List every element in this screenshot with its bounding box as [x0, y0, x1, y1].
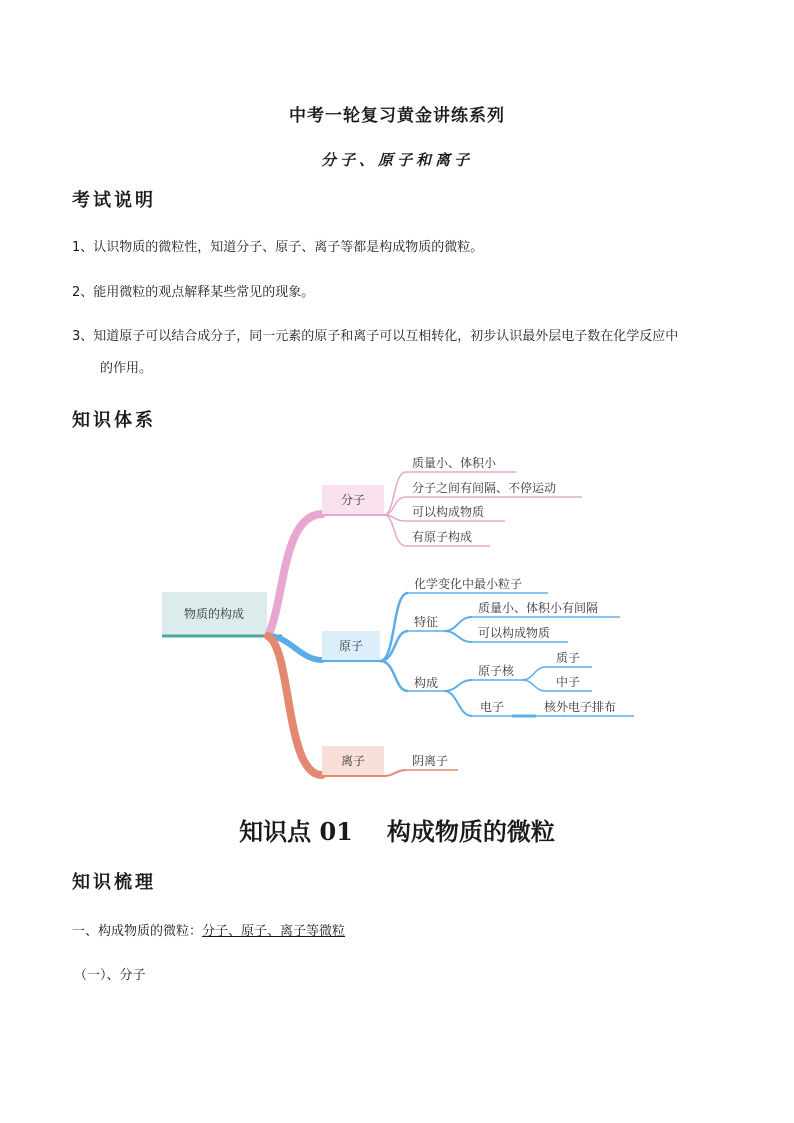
knowledge-point-name: 构成物质的微粒 — [386, 817, 555, 846]
root-node-label: 物质的构成 — [183, 607, 245, 621]
exam-item-3: 3、知道原子可以结合成分子，同一元素的原子和离子可以互相转化，初步认识最外层电子数在化学反应中 — [72, 329, 679, 344]
molecule-node-label: 分子 — [340, 493, 366, 507]
knowledge-point-title — [0, 812, 794, 847]
atom-smallest-particle: 化学变化中最小粒子 — [414, 577, 523, 591]
molecule-child-4: 有原子构成 — [412, 530, 473, 544]
review-line-1-prefix: 一、构成物质的微粒： — [72, 924, 203, 939]
knowledge-system-heading: 知识体系 — [72, 410, 156, 431]
ion-child-1: 阴离子 — [412, 754, 449, 768]
exam-item-2: 2、能用微粒的观点解释某些常见的现象。 — [72, 285, 315, 300]
review-line-2: （一）、分子 — [74, 968, 146, 983]
molecule-child-1: 质量小、体积小 — [412, 456, 497, 470]
review-line-1 — [72, 922, 345, 942]
atom-feature-1: 质量小、体积小有间隔 — [478, 601, 599, 615]
atom-structure-label: 构成 — [414, 676, 439, 690]
exam-section-heading: 考试说明 — [72, 190, 156, 211]
molecule-child-3: 可以构成物质 — [412, 505, 485, 519]
exam-item-3-continued: 的作用。 — [100, 361, 153, 376]
atom-nucleus: 原子核 — [478, 664, 515, 678]
exam-item-1: 1、认识物质的微粒性，知道分子、原子、离子等都是构成物质的微粒。 — [72, 240, 484, 255]
electron-arrangement: 核外电子排布 — [544, 700, 617, 714]
atom-node-label: 原子 — [338, 639, 364, 653]
atom-feature-2: 可以构成物质 — [478, 626, 551, 640]
atom-feature-label: 特征 — [414, 615, 439, 629]
nucleus-neutron: 中子 — [556, 675, 581, 689]
review-line-1-particles: 分子、原子、离子 — [202, 924, 307, 939]
atom-electron: 电子 — [480, 700, 505, 714]
nucleus-proton: 质子 — [556, 651, 581, 665]
knowledge-point-label: 知识点 01 — [239, 817, 353, 846]
series-title: 中考一轮复习黄金讲练系列 — [289, 106, 505, 126]
ion-branches — [384, 770, 458, 776]
topic-title: 分子、原子和离子 — [320, 151, 473, 169]
molecule-child-2: 分子之间有间隔、不停运动 — [412, 481, 557, 495]
branch-root-molecule — [268, 514, 322, 636]
review-line-1-suffix: 等微粒 — [306, 924, 346, 939]
review-heading: 知识梳理 — [72, 872, 156, 893]
ion-node-label: 离子 — [340, 754, 366, 768]
